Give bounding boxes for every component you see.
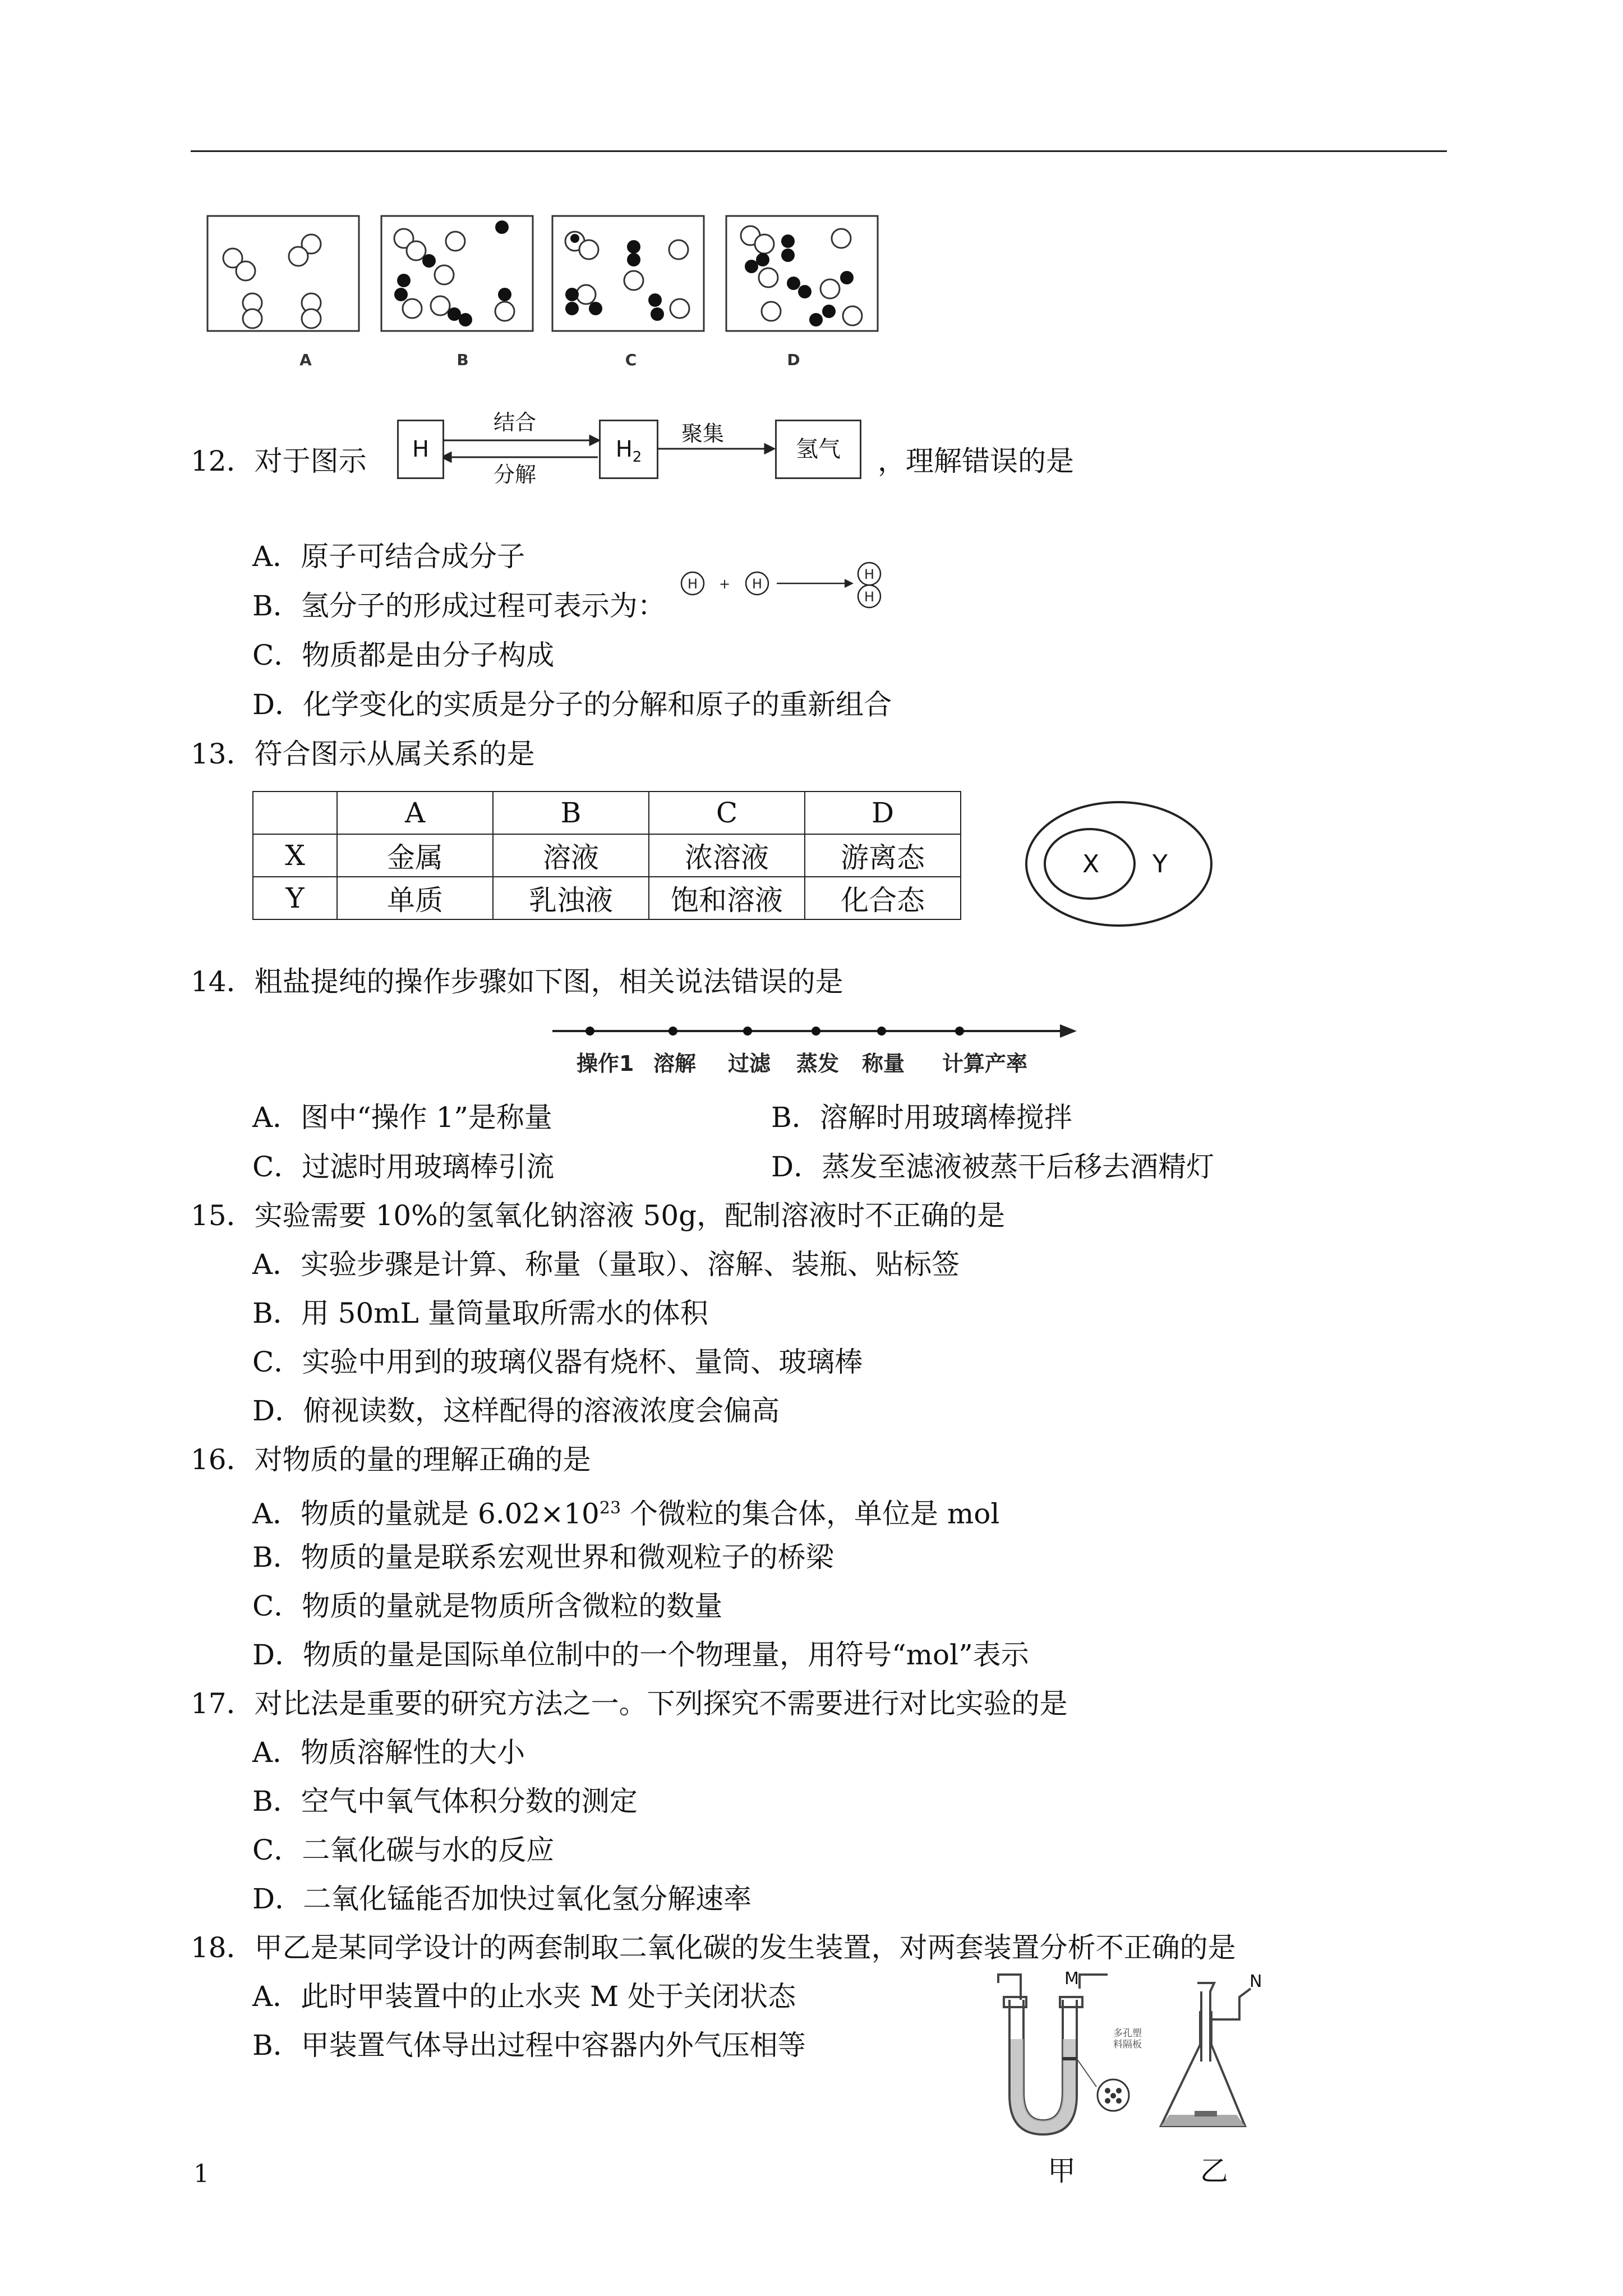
q15-number: 15．: [191, 1199, 255, 1232]
q17-option-a: A．物质溶解性的大小: [252, 1736, 525, 1769]
q12-box-atom: H: [397, 420, 444, 479]
q18-number: 18．: [191, 1931, 255, 1964]
q13-stem: 13．符合图示从属关系的是: [191, 738, 535, 770]
apparatus-svg: [976, 1966, 1279, 2140]
q14-stem: 14．粗盐提纯的操作步骤如下图，相关说法错误的是: [191, 965, 843, 998]
q16-option-c: C．物质的量就是物质所含微粒的数量: [252, 1590, 723, 1622]
q12-box-gas: 氢气: [775, 420, 861, 479]
q13-number: 13．: [191, 738, 255, 770]
q12-option-a: A．原子可结合成分子: [252, 540, 525, 573]
header-rule: [191, 150, 1447, 152]
q14-number: 14．: [191, 965, 255, 998]
table-row: Y 单质 乳浊液 饱和溶液 化合态: [253, 877, 961, 919]
venn-svg: [1018, 794, 1220, 934]
q12-stem-before: 对于图示: [254, 445, 367, 477]
q12-stem-after: ，理解错误的是: [878, 445, 1074, 477]
q17-option-d: D．二氧化锰能否加快过氧化氢分解速率: [252, 1883, 752, 1915]
q12-box-molecule: $H_2$: [599, 420, 658, 479]
q15-stem: 15．实验需要 10%的氢氧化钠溶液 50g，配制溶液时不正确的是: [191, 1199, 1006, 1232]
q12-stem: [191, 443, 367, 479]
flow-step-6: 计算产率: [942, 1051, 1028, 1076]
q12-option-c: C．物质都是由分子构成: [252, 639, 555, 671]
q14-option-d: D．蒸发至滤液被蒸干后移去酒精灯: [771, 1151, 1215, 1183]
q18-stem: 18．甲乙是某同学设计的两套制取二氧化碳的发生装置，对两套装置分析不正确的是: [191, 1931, 1236, 1964]
q16-number: 16．: [191, 1443, 255, 1476]
venn-label-x: X: [1082, 850, 1100, 878]
q14-option-c: C．过滤时用玻璃棒引流: [252, 1151, 555, 1183]
q12-option-b: B．氢分子的形成过程可表示为：: [252, 590, 666, 622]
page-number: 1: [193, 2160, 209, 2188]
apparatus-yi-label: 乙: [1200, 2155, 1228, 2187]
venn-label-y: Y: [1152, 850, 1168, 878]
box-c-label: C: [625, 351, 637, 369]
q15-option-c: C．实验中用到的玻璃仪器有烧杯、量筒、玻璃棒: [252, 1346, 863, 1378]
box-b-label: B: [457, 351, 469, 369]
q14-option-a: A．图中“操作 1”是称量: [252, 1101, 552, 1134]
q16-option-d: D．物质的量是国际单位制中的一个物理量，用符号“mol”表示: [252, 1639, 1029, 1671]
q17-option-c: C．二氧化碳与水的反应: [252, 1834, 555, 1866]
flow-step-5: 称量: [862, 1051, 905, 1076]
flow-step-2: 溶解: [653, 1051, 697, 1076]
plus-sign: +: [718, 576, 731, 592]
q12-label-gather: 聚集: [681, 421, 725, 446]
flow-step-1: 操作1: [577, 1051, 634, 1076]
q14-option-b: B．溶解时用玻璃棒搅拌: [771, 1101, 1072, 1134]
atom-h-1: H: [687, 576, 698, 592]
q12-number: 12．: [191, 445, 255, 477]
apparatus-jia-label: 甲: [1048, 2155, 1076, 2187]
q12-label-combine: 结合: [494, 410, 537, 435]
q18-option-b: B．甲装置气体导出过程中容器内外气压相等: [252, 2029, 806, 2062]
q12-label-split: 分解: [494, 462, 537, 487]
table-row: X 金属 溶液 浓溶液 游离态: [253, 834, 961, 877]
q16-option-b: B．物质的量是联系宏观世界和微观粒子的桥梁: [252, 1541, 834, 1573]
q17-number: 17．: [191, 1687, 255, 1720]
q17-option-b: B．空气中氧气体积分数的测定: [252, 1785, 638, 1818]
flow-step-3: 过滤: [728, 1051, 771, 1076]
box-a-label: A: [299, 351, 312, 369]
q15-option-d: D．俯视读数，这样配得的溶液浓度会偏高: [252, 1395, 780, 1427]
q15-option-a: A．实验步骤是计算、称量（量取）、溶解、装瓶、贴标签: [252, 1248, 960, 1281]
q16-option-a: A．物质的量就是 $6.02\times 10^{23}$ 个微粒的集合体，单位是 mol: [252, 1497, 1000, 1530]
q18-option-a: A．此时甲装置中的止水夹 M 处于关闭状态: [252, 1980, 796, 2013]
box-d-label: D: [787, 351, 800, 369]
q13-table: [252, 791, 961, 920]
h-formation-svg: [679, 558, 903, 620]
q17-stem: 17．对比法是重要的研究方法之一。下列探究不需要进行对比实验的是: [191, 1687, 1068, 1720]
flow-step-4: 蒸发: [796, 1051, 840, 1076]
q16-stem: 16．对物质的量的理解正确的是: [191, 1443, 591, 1476]
q15-option-b: B．用 50mL 量筒量取所需水的体积: [252, 1297, 708, 1329]
box-a: [208, 216, 359, 331]
porous-plate-label: 多孔塑料隔板: [1113, 2028, 1142, 2050]
atom-h-2: H: [751, 576, 763, 592]
q12-option-d: D．化学变化的实质是分子的分解和原子的重新组合: [252, 688, 892, 721]
table-header-row: A B C D: [253, 792, 961, 834]
molecule-h-top: H: [864, 567, 875, 582]
clip-m-label: M: [1064, 1969, 1079, 1989]
flow-arrow: [552, 1020, 1085, 1042]
clip-n-label: N: [1249, 1972, 1262, 1991]
molecule-h-bottom: H: [864, 589, 875, 605]
